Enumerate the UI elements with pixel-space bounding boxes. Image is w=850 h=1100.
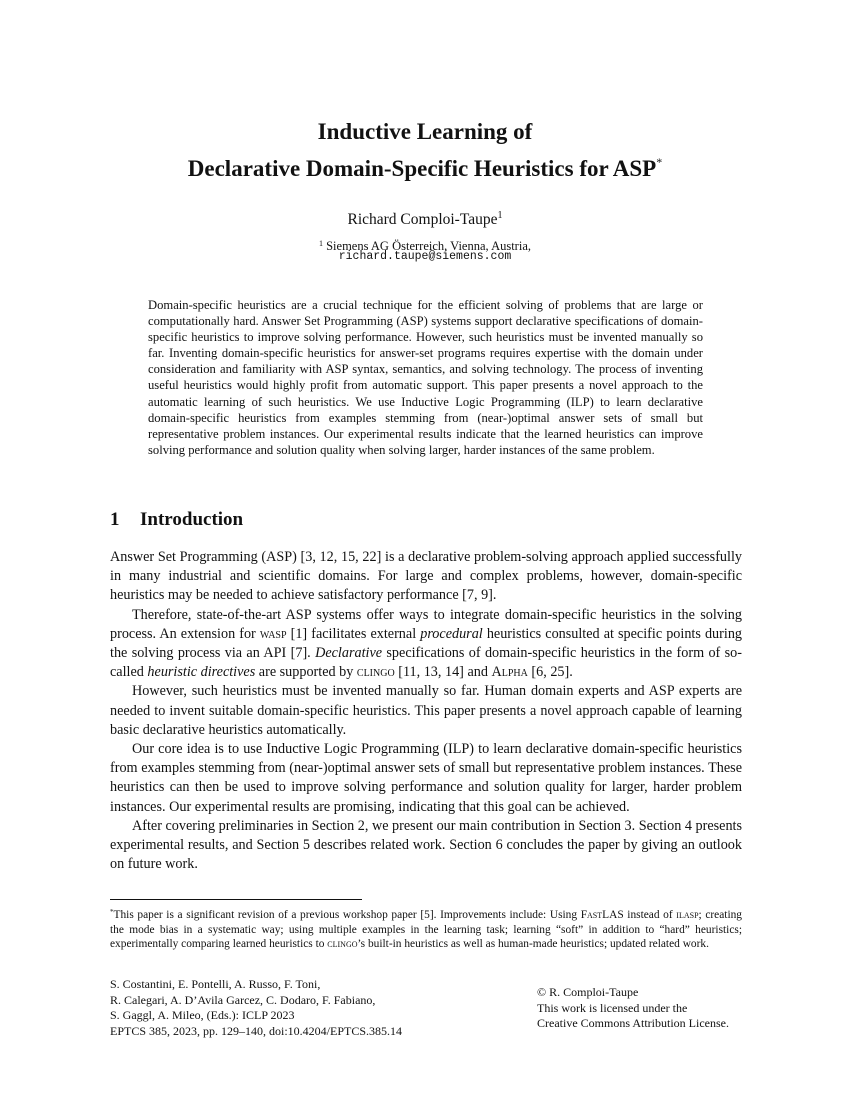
- intro-paragraph-1: Answer Set Programming (ASP) [3, 12, 15, 22] is a declarative problem-solving approach applied successfully in many industrial and scientific domains. For large and complex problems, however, domain-specific heuristics may be needed to achieve satisfactory performance [7, 9].: [110, 549, 742, 604]
- procedural-term: procedural: [420, 625, 483, 642]
- footnote-mark: *: [110, 908, 114, 916]
- license-info: [537, 985, 777, 1032]
- intro-paragraph-3: However, such heuristics must be invented manually so far. Human domain experts and ASP experts are needed to invent suitable domain-specific heuristics. This paper presents a novel approach capable of learning basic declarative heuristics automatically.: [110, 683, 742, 738]
- title-footnote-mark: *: [656, 155, 663, 169]
- publication-line-4: EPTCS 385, 2023, pp. 129–140, doi:10.4204/EPTCS.385.14: [110, 1023, 403, 1038]
- affiliation-mark: 1: [318, 239, 323, 248]
- paper-title-line-2: [0, 147, 850, 184]
- title-line-1-text: Inductive Learning of: [317, 119, 533, 144]
- p2-text-c: heuristics consulted at specific points during the solving process via an API [7].: [110, 625, 743, 662]
- author-affiliation-mark: 1: [497, 210, 503, 221]
- author-email[interactable]: richard.taupe@siemens.com: [338, 250, 512, 263]
- wasp-name: wasp: [259, 625, 287, 642]
- section-heading: [110, 509, 243, 531]
- publication-line-2: R. Calegari, A. D’Avila Garcez, C. Dodaro, F. Fabiano,: [110, 992, 376, 1007]
- fastlas-name: FastLAS: [580, 909, 624, 921]
- section-number: 1: [110, 509, 120, 530]
- footnote-clingo-name: clingo: [327, 938, 358, 950]
- intro-paragraph-5: After covering preliminaries in Section 2, we present our main contribution in Section 3. Section 4 presents experimental results, and Section 5 describes related work. Section 6 concludes the paper by giving an outlook on future work.: [110, 817, 742, 873]
- p2-text-f: [11, 13, 14] and: [394, 664, 492, 681]
- intro-paragraph-4: Our core idea is to use Inductive Logic Programming (ILP) to learn declarative domain-specific heuristics from examples stemming from (near-)optimal answer sets of small but representative problem instances. These heuristics can then be used to improve solving performance and solution quality for larger, harder problem instances. Our experimental results are promising, indicating that this goal can be achieved.: [110, 741, 742, 815]
- p2-text-g: [6, 25].: [527, 664, 573, 681]
- author-name: Richard Comploi-Taupe: [347, 211, 498, 228]
- ilasp-name: ilasp: [676, 909, 699, 921]
- footnote-text-b: instead of: [623, 909, 677, 921]
- footnote: [110, 905, 742, 952]
- declarative-term: Declarative: [315, 645, 383, 662]
- footnote-divider: [110, 899, 362, 900]
- footnote-text-c: ; creating the mode bias in a systematic way; using multiple examples in the learning task; learning “soft” in addition to “hard” heuristics; experimentally comparing learned heuristics to: [110, 909, 743, 950]
- p2-text-b: [1] facilitates external: [286, 625, 421, 642]
- alpha-name: Alpha: [491, 664, 528, 681]
- p2-text-a: Therefore, state-of-the-art ASP systems offer ways to integrate domain-specific heuristics in the solving process. An extension for: [110, 606, 742, 642]
- title-line-2-text: Declarative Domain-Specific Heuristics for ASP: [187, 156, 657, 181]
- footnote-text-a: This paper is a significant revision of a previous workshop paper [5]. Improvements include: Using: [113, 909, 581, 921]
- copyright-line: © R. Comploi-Taupe: [537, 985, 639, 999]
- affiliation-text: Siemens AG Österreich, Vienna, Austria,: [326, 239, 531, 253]
- heuristic-directives-term: heuristic directives: [147, 664, 256, 681]
- intro-paragraph-2: [110, 606, 742, 683]
- section-title: Introduction: [140, 509, 244, 530]
- introduction-body: [110, 548, 742, 874]
- footnote-text-d: ’s built-in heuristics as well as human-made heuristics; updated related work.: [357, 938, 709, 950]
- p2-text-d: specifications of domain-specific heuristics in the form of so-called: [110, 645, 742, 681]
- publication-line-3: S. Gaggl, A. Mileo, (Eds.): ICLP 2023: [110, 1008, 295, 1023]
- paper-title-line-1: [0, 116, 850, 147]
- license-line-1: This work is licensed under the: [537, 1000, 688, 1015]
- author: [0, 210, 850, 229]
- abstract: Domain-specific heuristics are a crucial technique for the efficient solving of problems that are large or computationally hard. Answer Set Programming (ASP) systems support declarative specifications of domain-specific heuristics to improve solving performance. However, such heuristics must be invented manually so far. Inventing domain-specific heuristics for answer-set programs requires expertise with the domain under consideration and familiarity with ASP syntax, semantics, and solving technology. The process of inventing useful heuristics would highly profit from automatic support. This paper presents a novel approach to the automatic learning of such heuristics. We use Inductive Logic Programming (ILP) to learn declarative domain-specific heuristics from examples stemming from (near-)optimal answer sets of small but representative problem instances. Our experimental results indicate that the learned heuristics can improve solving performance and solution quality when solving larger, harder instances of the same problem.: [148, 298, 703, 457]
- publication-line-1: S. Costantini, E. Pontelli, A. Russo, F. Toni,: [110, 977, 321, 991]
- p2-text-e: are supported by: [255, 664, 357, 681]
- license-link[interactable]: Creative Commons Attribution License.: [537, 1016, 729, 1031]
- publication-info: [110, 977, 530, 1039]
- clingo-name: clingo: [356, 664, 395, 681]
